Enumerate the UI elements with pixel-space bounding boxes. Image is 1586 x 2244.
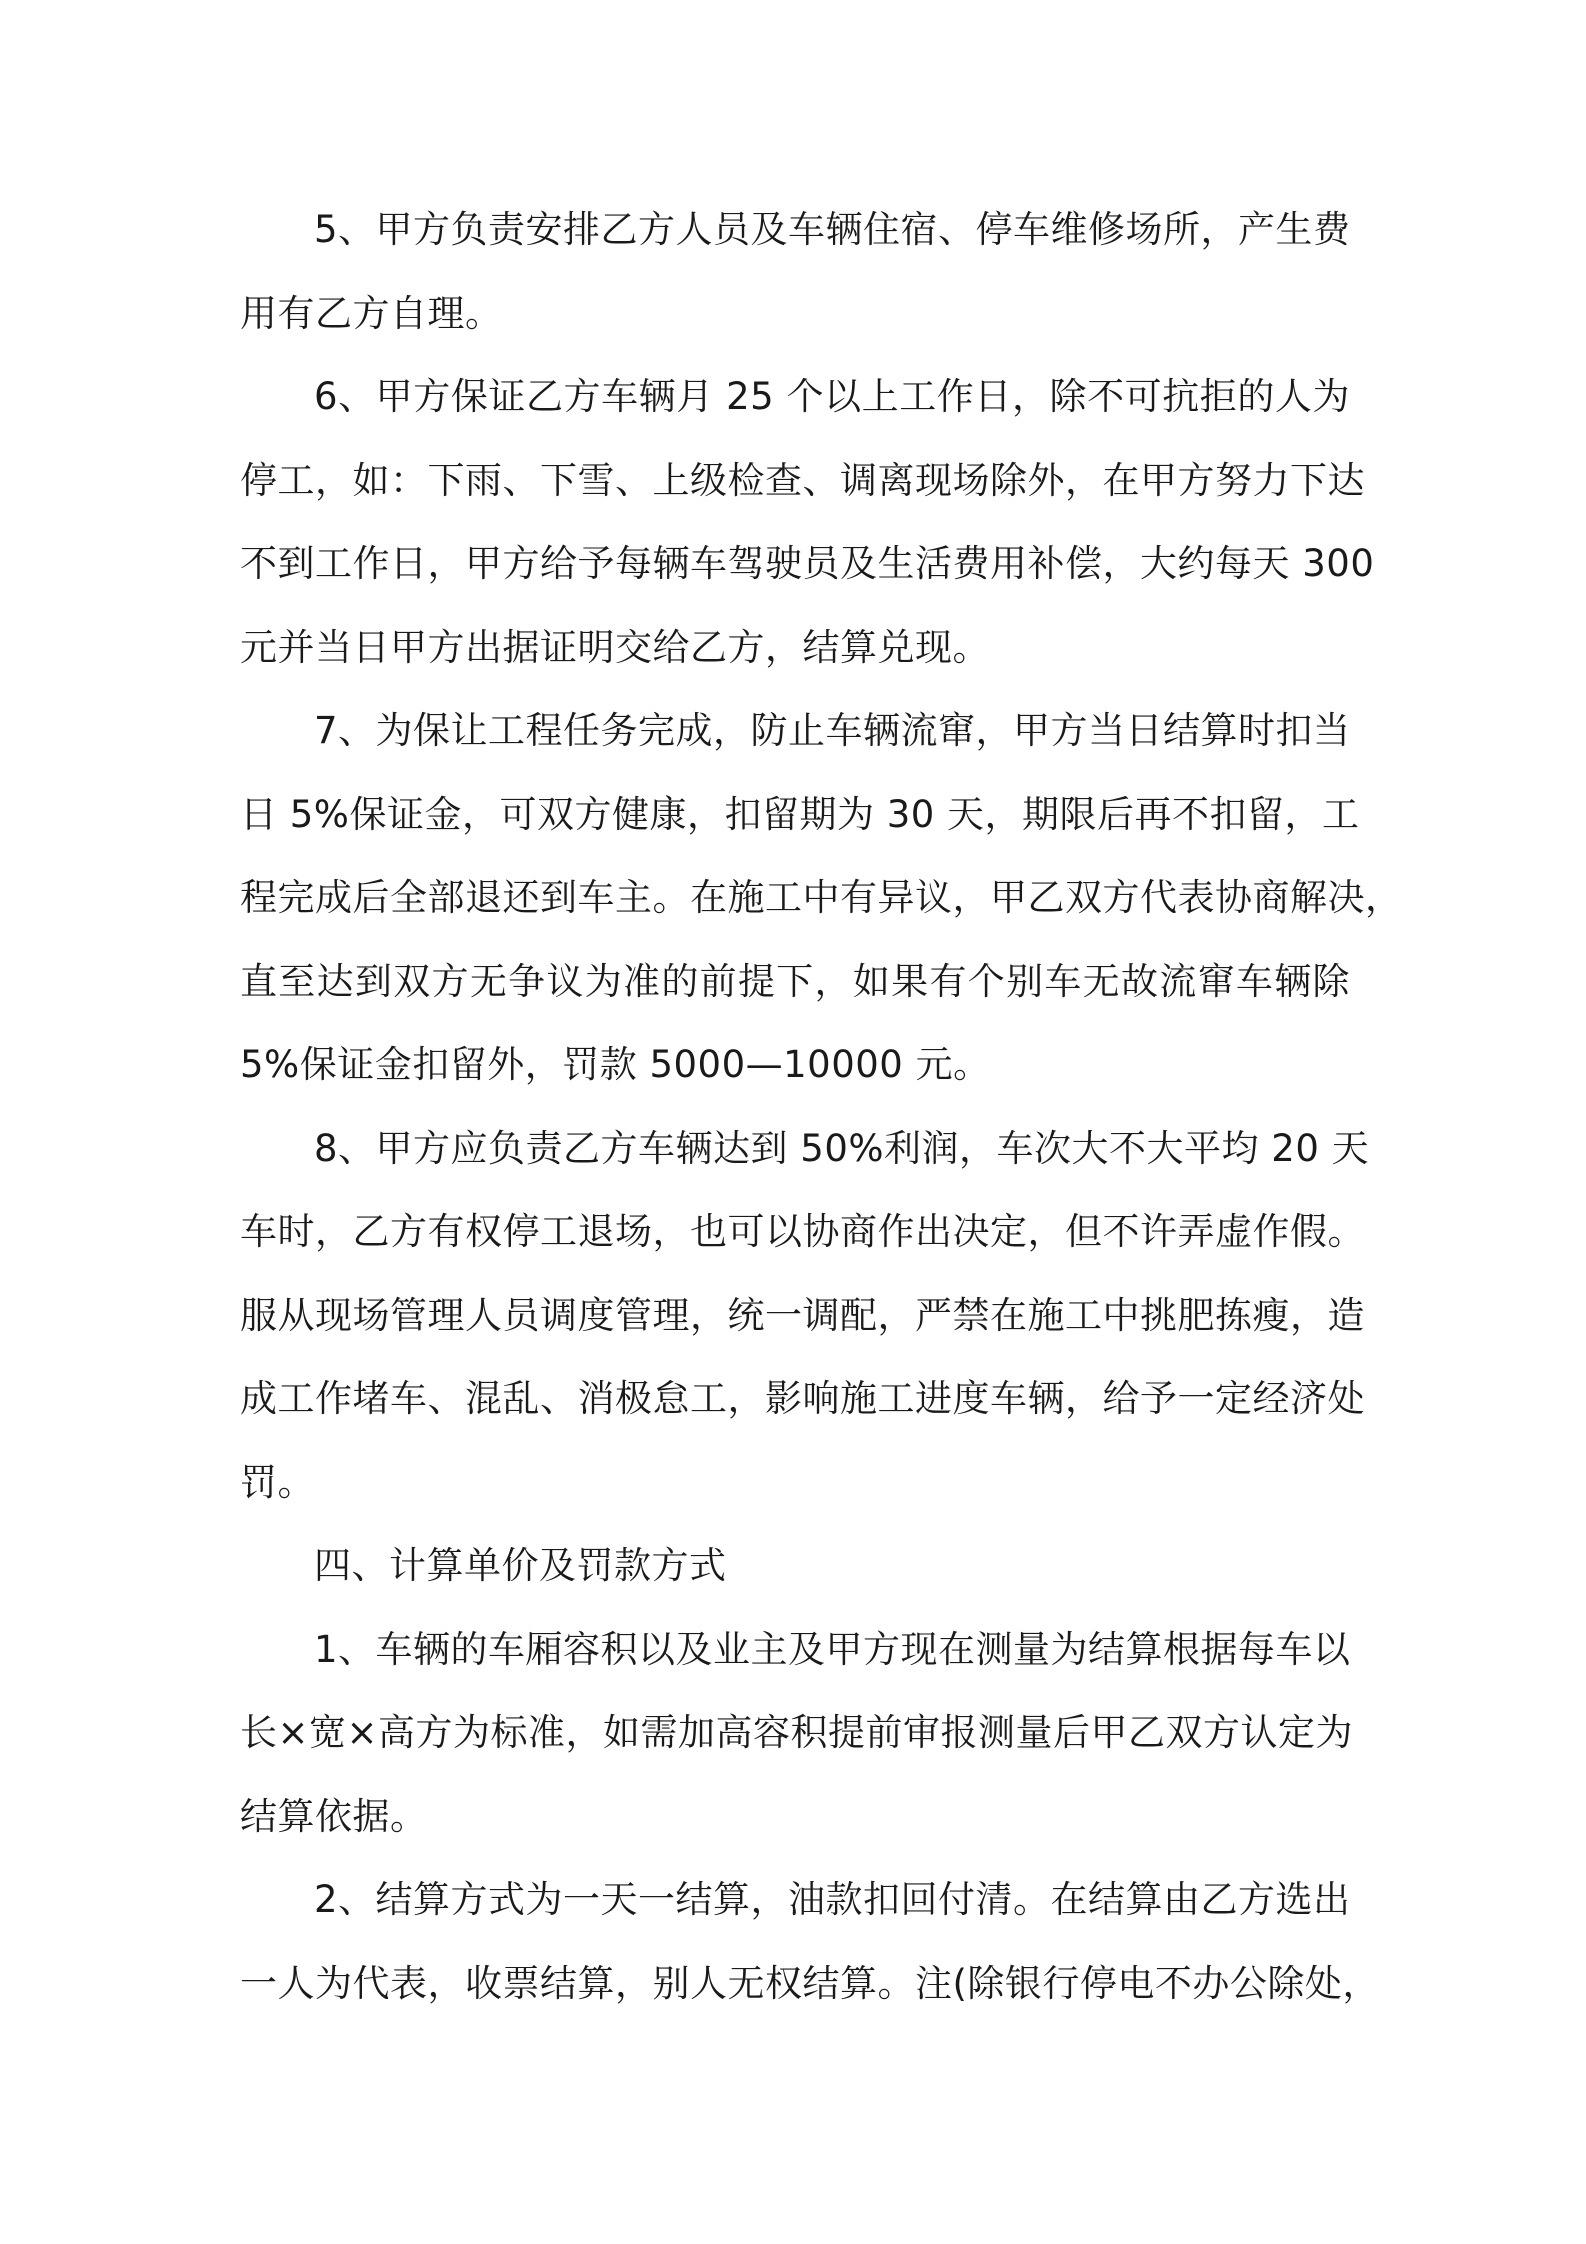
text-line: 7、为保让工程任务完成，防止车辆流窜，甲方当日结算时扣当 <box>314 709 1351 752</box>
text-line: 长×宽×高方为标准，如需加高容积提前审报测量后甲乙双方认定为 <box>240 1711 1354 1754</box>
text-line: 不到工作日，甲方给予每辆车驾驶员及生活费用补偿，大约每天 300 <box>240 542 1375 585</box>
paragraph-7-deposit <box>240 689 1403 1107</box>
text-line: 结算依据。 <box>240 1794 428 1838</box>
text-line: 1、车辆的车厢容积以及业主及甲方现在测量为结算根据每车以 <box>314 1627 1351 1671</box>
text-line: 元并当日甲方出据证明交给乙方，结算兑现。 <box>240 625 990 669</box>
text-line: 日 5%保证金，可双方健康，扣留期为 30 天，期限后再不扣留，工 <box>240 792 1360 836</box>
paragraph-2-settlement <box>240 1858 1380 2025</box>
paragraph-5-accommodation <box>240 188 1350 355</box>
text-line: 5、甲方负责安排乙方人员及车辆住宿、停车维修场所，产生费 <box>314 208 1351 251</box>
paragraph-8-profit <box>240 1107 1370 1525</box>
text-line: 直至达到双方无争议为准的前提下，如果有个别车无故流窜车辆除 <box>240 959 1350 1003</box>
paragraph-1-volume <box>240 1608 1354 1859</box>
section-heading-4 <box>240 1524 1350 1608</box>
text-line: 程完成后全部退还到车主。在施工中有异议，甲乙双方代表协商解决， <box>240 876 1403 919</box>
document-body <box>240 188 1403 2025</box>
text-line: 用有乙方自理。 <box>240 291 503 335</box>
text-line: 停工，如：下雨、下雪、上级检查、调离现场除外，在甲方努力下达 <box>240 458 1365 502</box>
paragraph-6-workdays <box>240 355 1375 689</box>
text-line: 一人为代表，收票结算，别人无权结算。注(除银行停电不办公除处， <box>240 1961 1380 2005</box>
text-line: 车时，乙方有权停工退场，也可以协商作出决定，但不许弄虚作假。 <box>240 1210 1365 1253</box>
text-line: 5%保证金扣留外，罚款 5000—10000 元。 <box>240 1043 991 1086</box>
text-line: 8、甲方应负责乙方车辆达到 50%利润，车次大不大平均 20 天 <box>314 1126 1370 1170</box>
text-line: 服从现场管理人员调度管理，统一调配，严禁在施工中挑肥拣瘦，造 <box>240 1293 1365 1337</box>
text-line: 罚。 <box>240 1460 315 1504</box>
text-line: 2、结算方式为一天一结算，油款扣回付清。在结算由乙方选出 <box>314 1878 1351 1921</box>
section-heading: 四、计算单价及罚款方式 <box>314 1544 727 1587</box>
text-line: 成工作堵车、混乱、消极怠工，影响施工进度车辆，给予一定经济处 <box>240 1377 1365 1420</box>
text-line: 6、甲方保证乙方车辆月 25 个以上工作日，除不可抗拒的人为 <box>314 375 1350 418</box>
